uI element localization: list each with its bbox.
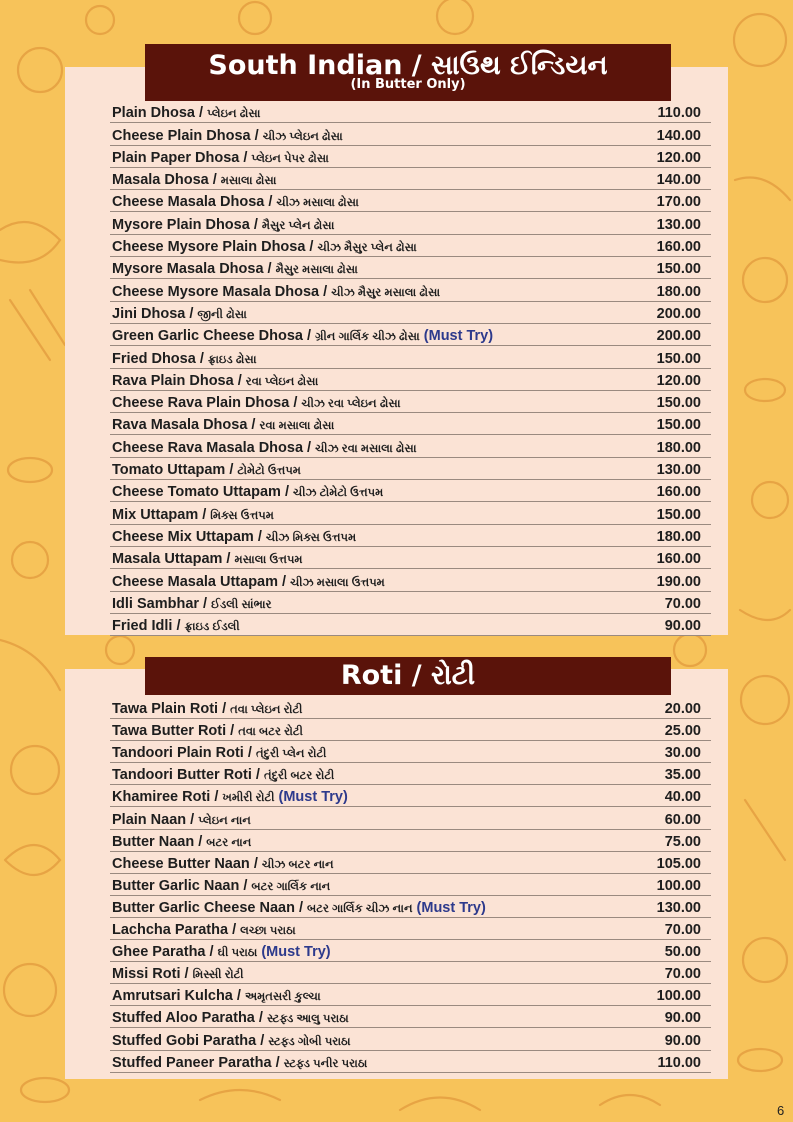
menu-item-name	[112, 701, 302, 717]
menu-item-english: Rava Plain Dhosa /	[112, 372, 246, 389]
menu-item-price: 35.00	[664, 767, 701, 784]
menu-item-gujarati: લચ્છા પરાઠા	[240, 925, 296, 938]
menu-item-gujarati: પ્લેઇન પેપર ઢોસા	[251, 152, 329, 165]
menu-item-price: 60.00	[664, 811, 701, 828]
south-indian-header	[145, 44, 671, 101]
menu-item-price: 160.00	[656, 239, 701, 256]
menu-item-price: 90.00	[664, 1010, 701, 1027]
menu-item-gujarati: મસાલા ઉત્તપમ	[234, 554, 303, 567]
page-number: 6	[777, 1103, 785, 1118]
menu-item-gujarati: સ્ટફ્ડ પનીર પરાઠા	[283, 1057, 368, 1070]
menu-item-name	[112, 417, 334, 433]
spice-doodle-icon	[239, 2, 271, 34]
menu-item-gujarati: પ્લેઇન ઢોસા	[207, 108, 261, 121]
menu-item-english: Tawa Plain Roti /	[112, 701, 231, 718]
menu-item-english: Cheese Rava Masala Dhosa /	[112, 439, 316, 456]
menu-item-price: 150.00	[656, 261, 701, 278]
menu-item-price: 100.00	[656, 877, 701, 894]
menu-item-price: 130.00	[656, 462, 701, 479]
menu-item-gujarati: ચીઝ રવા પ્લેઇન ઢોસા	[301, 398, 401, 411]
menu-item-price: 130.00	[656, 899, 701, 916]
menu-item-price: 180.00	[656, 439, 701, 456]
menu-item-name	[112, 1055, 367, 1071]
menu-item-price: 70.00	[664, 595, 701, 612]
menu-item-price: 90.00	[664, 618, 701, 635]
menu-item-gujarati: તવા પ્લેઇન રોટી	[230, 704, 303, 717]
spice-doodle-icon	[11, 746, 59, 794]
menu-item-english: Missi Roti /	[112, 966, 193, 983]
menu-item-name	[112, 812, 251, 828]
menu-item-price: 140.00	[656, 172, 701, 189]
menu-item-english: Cheese Plain Dhosa /	[112, 127, 263, 144]
menu-item-price: 110.00	[657, 105, 701, 122]
menu-item-price: 20.00	[664, 701, 701, 718]
leaf-doodle-icon	[200, 1090, 660, 1110]
menu-item-price: 160.00	[656, 551, 701, 568]
menu-item-english: Tawa Butter Roti /	[112, 723, 239, 740]
menu-item-price: 90.00	[664, 1032, 701, 1049]
menu-item-price: 100.00	[656, 988, 701, 1005]
spice-doodle-icon	[106, 636, 134, 664]
menu-item-gujarati: ચીઝ મૈસુર પ્લેન ઢોસા	[317, 242, 417, 255]
citrus-doodle-icon	[734, 14, 786, 66]
menu-item-gujarati: તંદુરી પ્લેન રોટી	[255, 748, 327, 761]
menu-item-row	[110, 830, 711, 852]
leaf-doodle-icon	[0, 640, 60, 690]
menu-item-english: Stuffed Aloo Paratha /	[112, 1010, 267, 1027]
spice-doodle-icon	[18, 48, 62, 92]
menu-item-gujarati: ચીઝ મિક્સ ઉત્તપમ	[265, 531, 357, 544]
menu-item-gujarati: તવા બટર રોટી	[238, 726, 303, 739]
citrus-doodle-icon	[741, 676, 789, 724]
menu-item-name	[112, 900, 486, 916]
menu-item-name	[112, 440, 417, 456]
spice-doodle-icon	[86, 6, 114, 34]
menu-item-row	[110, 592, 711, 614]
menu-item-price: 160.00	[656, 484, 701, 501]
leaf-doodle-icon	[735, 178, 790, 201]
menu-item-name	[112, 856, 334, 872]
menu-item-price: 50.00	[664, 944, 701, 961]
menu-item-row	[110, 413, 711, 435]
menu-item-row	[110, 852, 711, 874]
menu-item-gujarati: બટર ગાર્લિક નાન	[251, 880, 331, 893]
section-title: South Indian / સાઉથ ઈન્ડિયન	[208, 50, 608, 81]
menu-item-english: Plain Paper Dhosa /	[112, 149, 252, 166]
menu-item-english: Fried Idli /	[112, 618, 185, 635]
menu-item-english: Cheese Masala Dhosa /	[112, 194, 277, 211]
menu-item-gujarati: ચીઝ રવા મસાલા ઢોસા	[315, 442, 417, 455]
roti-header	[145, 657, 671, 695]
menu-item-name	[112, 172, 276, 188]
leaf-doodle-icon	[10, 290, 65, 360]
menu-item-row	[110, 391, 711, 413]
menu-item-name	[112, 217, 334, 233]
menu-item-name	[112, 723, 303, 739]
menu-item-gujarati: ગ્રીન ગાર્લિક ચીઝ ઢોસા	[315, 331, 420, 344]
menu-item-row	[110, 569, 711, 591]
menu-item-english: Butter Garlic Naan /	[112, 877, 252, 894]
ginger-doodle-icon	[0, 222, 60, 263]
menu-item-row	[110, 302, 711, 324]
menu-item-english: Ghee Paratha /	[112, 944, 218, 961]
menu-item-english: Butter Garlic Cheese Naan /	[112, 899, 308, 916]
menu-item-english: Butter Naan /	[112, 833, 207, 850]
must-try-tag: (Must Try)	[416, 899, 486, 916]
menu-item-gujarati: સ્ટફ્ડ આલુ પરાઠા	[266, 1013, 349, 1026]
menu-item-name	[112, 105, 260, 121]
menu-item-price: 75.00	[664, 833, 701, 850]
menu-item-english: Cheese Rava Plain Dhosa /	[112, 395, 302, 412]
menu-item-row	[110, 874, 711, 896]
must-try-tag: (Must Try)	[423, 328, 494, 345]
menu-item-name	[112, 395, 401, 411]
menu-item-row	[110, 763, 711, 785]
menu-item-gujarati: રવા પ્લેઇન ઢોસા	[245, 375, 319, 388]
menu-item-price: 170.00	[656, 194, 701, 211]
spice-doodle-icon	[12, 542, 48, 578]
menu-item-name	[112, 922, 296, 938]
menu-item-row	[110, 324, 711, 346]
menu-item-english: Mix Uttapam /	[112, 506, 211, 523]
menu-item-price: 190.00	[656, 573, 701, 590]
menu-item-price: 130.00	[656, 216, 701, 233]
menu-item-name	[112, 284, 440, 300]
menu-item-english: Idli Sambhar /	[112, 595, 212, 612]
menu-item-gujarati: સ્ટફ્ડ ગોબી પરાઠા	[268, 1035, 351, 1048]
menu-item-price: 200.00	[656, 328, 701, 345]
menu-item-english: Lachcha Paratha /	[112, 922, 241, 939]
menu-item-price: 110.00	[657, 1054, 701, 1071]
menu-item-row	[110, 168, 711, 190]
menu-item-gujarati: ચીઝ ટોમેટો ઉત્તપમ	[293, 487, 384, 500]
menu-item-name	[112, 484, 383, 500]
menu-item-name	[112, 878, 330, 894]
menu-item-row	[110, 525, 711, 547]
menu-item-row	[110, 807, 711, 829]
menu-item-row	[110, 346, 711, 368]
section-title: Roti / રોટી	[340, 660, 476, 691]
menu-item-name	[112, 767, 334, 783]
section-subtitle: (In Butter Only)	[350, 77, 466, 92]
menu-item-gujarati: મૈસુર મસાલા ઢોસા	[275, 264, 358, 277]
menu-item-name	[112, 373, 318, 389]
menu-item-gujarati: બટર ગાર્લિક ચીઝ નાન	[307, 902, 413, 915]
menu-item-price: 105.00	[656, 855, 701, 872]
menu-item-gujarati: પ્લેઇન નાન	[198, 814, 251, 827]
menu-item-price: 150.00	[656, 395, 701, 412]
menu-item-name	[112, 789, 348, 805]
menu-item-price: 180.00	[656, 528, 701, 545]
menu-item-english: Jini Dhosa /	[112, 305, 198, 322]
menu-item-row	[110, 190, 711, 212]
cardamom-doodle-icon	[8, 458, 52, 482]
menu-item-english: Masala Dhosa /	[112, 172, 221, 189]
menu-item-price: 150.00	[656, 506, 701, 523]
menu-item-price: 150.00	[656, 417, 701, 434]
menu-item-price: 150.00	[656, 350, 701, 367]
menu-item-name	[112, 834, 251, 850]
menu-item-price: 200.00	[656, 305, 701, 322]
menu-item-name	[112, 574, 385, 590]
menu-item-row	[110, 896, 711, 918]
menu-item-row	[110, 480, 711, 502]
menu-item-name	[112, 988, 321, 1004]
menu-item-price: 70.00	[664, 922, 701, 939]
leaf-doodle-icon	[5, 845, 60, 875]
menu-item-row	[110, 257, 711, 279]
menu-item-price: 140.00	[656, 127, 701, 144]
cardamom-doodle-icon	[745, 379, 785, 401]
menu-item-row	[110, 502, 711, 524]
menu-item-name	[112, 529, 356, 545]
bowl-doodle-icon	[4, 964, 56, 1016]
must-try-tag: (Must Try)	[278, 789, 348, 806]
menu-item-price: 120.00	[656, 149, 701, 166]
menu-item-row	[110, 101, 711, 123]
menu-item-gujarati: અમૃતસરી કુલ્ચા	[244, 991, 321, 1004]
menu-item-gujarati: ઈડલી સાંભાર	[211, 598, 272, 611]
menu-item-gujarati: ચીઝ બટર નાન	[261, 858, 334, 871]
spice-doodle-icon	[437, 0, 473, 34]
menu-item-name	[112, 551, 303, 567]
menu-item-gujarati: જીની ઢોસા	[197, 308, 247, 321]
menu-item-name	[112, 328, 493, 344]
menu-item-row	[110, 1051, 711, 1073]
menu-item-row	[110, 918, 711, 940]
menu-item-row	[110, 940, 711, 962]
menu-item-name	[112, 1033, 351, 1049]
menu-item-gujarati: મિક્સ ઉત્તપમ	[210, 509, 274, 522]
menu-item-gujarati: મસાલા ઢોસા	[220, 175, 277, 188]
menu-item-gujarati: ઘી પરાઠા	[217, 947, 258, 960]
menu-item-row	[110, 697, 711, 719]
menu-item-name	[112, 462, 301, 478]
menu-item-row	[110, 279, 711, 301]
menu-item-english: Stuffed Paneer Paratha /	[112, 1054, 284, 1071]
menu-item-english: Masala Uttapam /	[112, 551, 235, 568]
menu-item-gujarati: ચીઝ મસાલા ઢોસા	[276, 197, 359, 210]
menu-item-english: Khamiree Roti /	[112, 789, 223, 806]
menu-item-row	[110, 458, 711, 480]
menu-item-english: Stuffed Gobi Paratha /	[112, 1032, 269, 1049]
menu-item-gujarati: ચીઝ મૈસુર મસાલા ઢોસા	[331, 286, 441, 299]
menu-item-name	[112, 351, 257, 367]
menu-item-english: Plain Dhosa /	[112, 105, 208, 122]
menu-item-english: Amrutsari Kulcha /	[112, 988, 245, 1005]
menu-item-english: Tandoori Butter Roti /	[112, 767, 264, 784]
menu-item-price: 40.00	[664, 789, 701, 806]
spice-doodle-icon	[743, 938, 787, 982]
menu-item-english: Cheese Mysore Plain Dhosa /	[112, 239, 318, 256]
menu-item-gujarati: ખમીરી રોટી	[222, 792, 275, 805]
menu-item-name	[112, 1010, 349, 1026]
menu-item-row	[110, 614, 711, 636]
menu-item-english: Rava Masala Dhosa /	[112, 417, 260, 434]
menu-item-english: Mysore Plain Dhosa /	[112, 216, 262, 233]
menu-item-name	[112, 745, 326, 761]
menu-item-english: Tomato Uttapam /	[112, 462, 238, 479]
menu-item-name	[112, 239, 417, 255]
menu-item-english: Mysore Masala Dhosa /	[112, 261, 276, 278]
menu-item-gujarati: બટર નાન	[206, 836, 252, 849]
menu-item-english: Cheese Butter Naan /	[112, 855, 262, 872]
bowl-doodle-icon	[743, 258, 787, 302]
menu-item-english: Cheese Masala Uttapam /	[112, 573, 291, 590]
menu-item-row	[110, 369, 711, 391]
menu-item-gujarati: મિસ્સી રોટી	[192, 969, 244, 982]
menu-item-name	[112, 966, 244, 982]
menu-item-row	[110, 1028, 711, 1050]
menu-item-name	[112, 194, 359, 210]
menu-item-row	[110, 235, 711, 257]
spice-doodle-icon	[752, 482, 788, 518]
menu-item-row	[110, 1006, 711, 1028]
menu-item-row	[110, 984, 711, 1006]
menu-item-name	[112, 150, 329, 166]
menu-item-row	[110, 435, 711, 457]
menu-item-row	[110, 785, 711, 807]
menu-item-name	[112, 944, 331, 960]
menu-item-price: 30.00	[664, 745, 701, 762]
cardamom-doodle-icon	[21, 1078, 69, 1102]
menu-item-row	[110, 547, 711, 569]
menu-item-english: Green Garlic Cheese Dhosa /	[112, 328, 316, 345]
menu-item-row	[110, 212, 711, 234]
chili-doodle-icon	[745, 800, 785, 860]
menu-item-row	[110, 123, 711, 145]
menu-item-name	[112, 261, 358, 277]
roti-menu-list	[110, 697, 711, 1073]
must-try-tag: (Must Try)	[261, 944, 331, 961]
menu-item-english: Tandoori Plain Roti /	[112, 745, 256, 762]
menu-item-name	[112, 306, 247, 322]
menu-item-price: 180.00	[656, 283, 701, 300]
south-indian-menu-list	[110, 101, 711, 636]
menu-item-price: 70.00	[664, 966, 701, 983]
menu-item-name	[112, 596, 272, 612]
menu-item-english: Plain Naan /	[112, 811, 199, 828]
menu-item-gujarati: તંદુરી બટર રોટી	[263, 770, 335, 783]
menu-item-gujarati: ટોમેટો ઉત્તપમ	[237, 465, 301, 478]
menu-item-row	[110, 962, 711, 984]
menu-item-english: Cheese Mysore Masala Dhosa /	[112, 283, 332, 300]
menu-item-row	[110, 741, 711, 763]
menu-item-gujarati: રવા મસાલા ઢોસા	[259, 420, 335, 433]
menu-item-row	[110, 146, 711, 168]
spice-doodle-icon	[674, 634, 706, 666]
menu-item-english: Cheese Tomato Uttapam /	[112, 484, 294, 501]
menu-item-english: Fried Dhosa /	[112, 350, 208, 367]
menu-item-row	[110, 719, 711, 741]
menu-item-gujarati: ફ્રાઇડ ઈડલી	[184, 621, 240, 634]
menu-item-gujarati: મૈસુર પ્લેન ઢોસા	[261, 219, 335, 232]
menu-item-name	[112, 128, 343, 144]
menu-item-gujarati: ચીઝ પ્લેઇન ઢોસા	[262, 130, 343, 143]
cardamom-doodle-icon	[738, 1049, 782, 1071]
menu-item-gujarati: ફ્રાઇડ ઢોસા	[207, 353, 257, 366]
menu-item-english: Cheese Mix Uttapam /	[112, 528, 266, 545]
menu-item-name	[112, 618, 240, 634]
menu-item-name	[112, 507, 274, 523]
leaf-doodle-icon	[740, 610, 790, 620]
menu-item-gujarati: ચીઝ મસાલા ઉત્તપમ	[290, 576, 385, 589]
menu-item-price: 120.00	[656, 372, 701, 389]
menu-item-price: 25.00	[664, 723, 701, 740]
